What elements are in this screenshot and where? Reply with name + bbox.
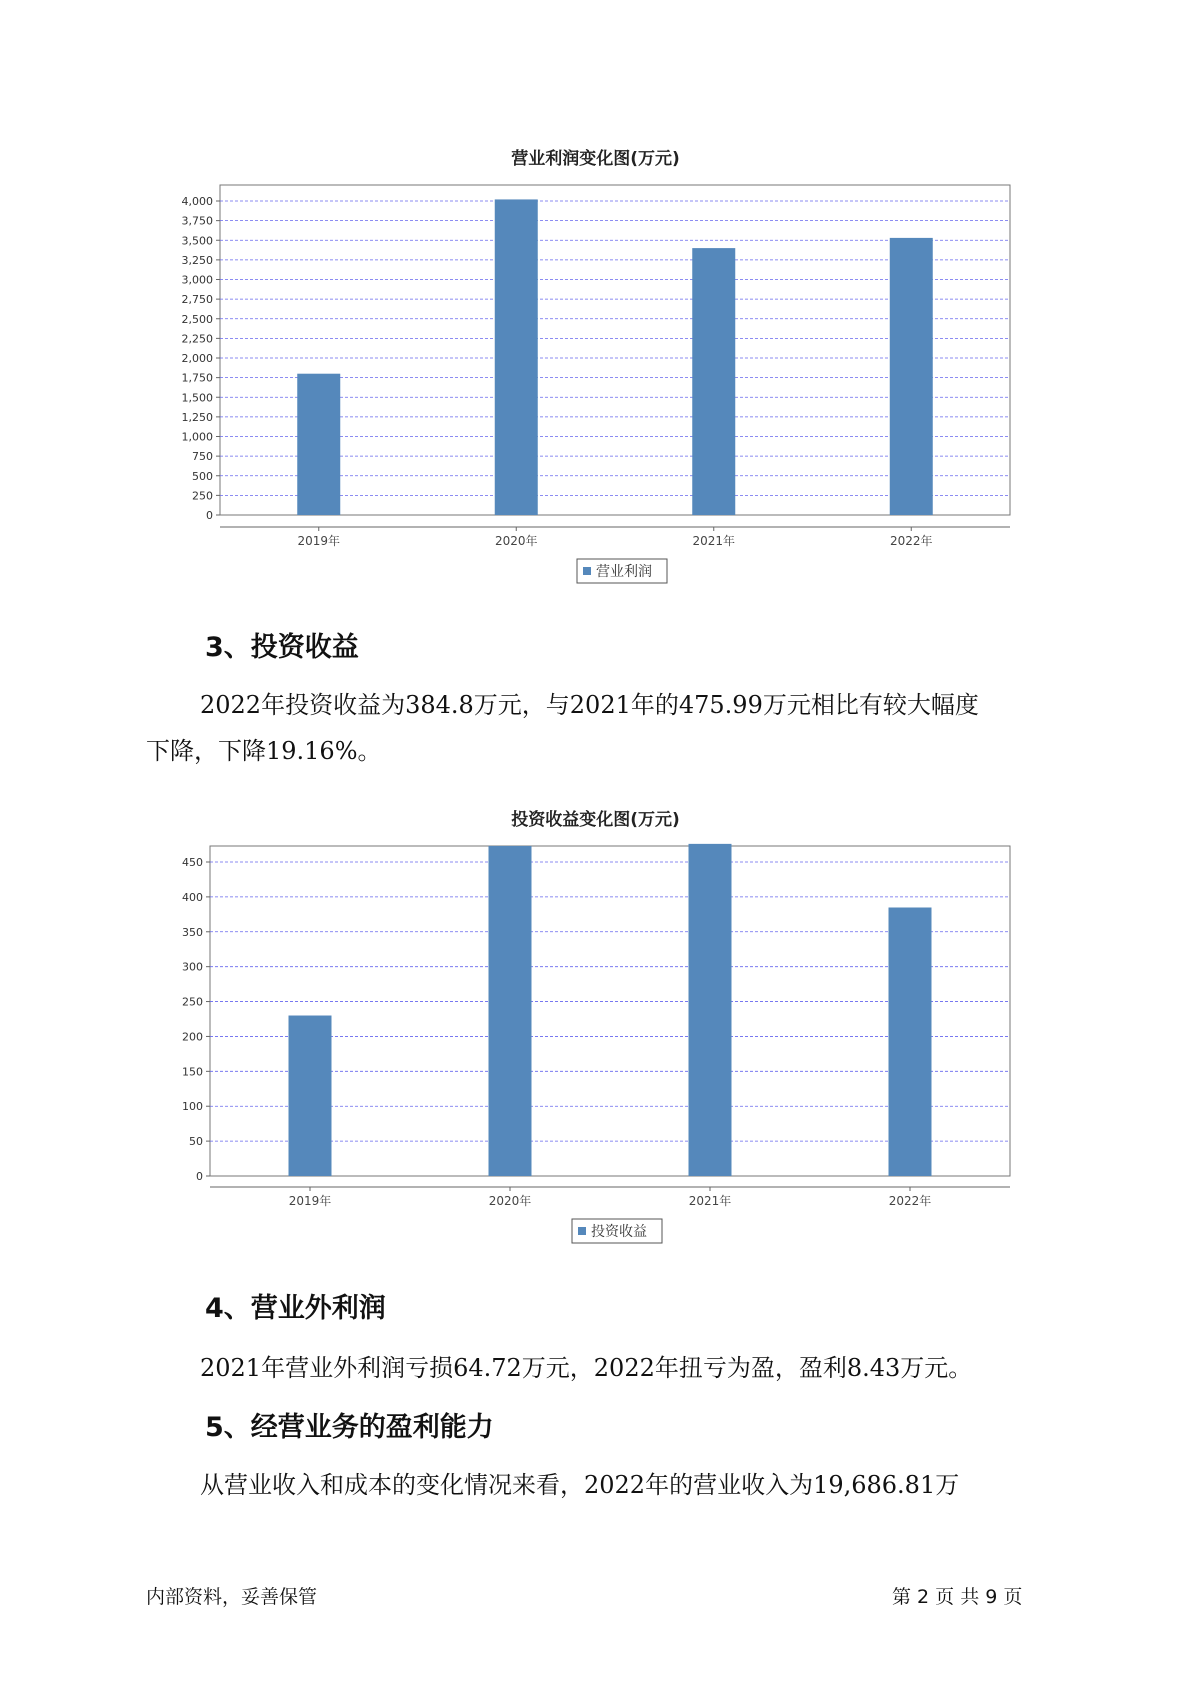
legend-label: 营业利润 [596, 564, 652, 580]
bar [692, 248, 735, 515]
chart1-title: 营业利润变化图(万元) [511, 149, 680, 169]
legend-swatch [578, 1227, 586, 1235]
bar [889, 907, 932, 1176]
y-tick-label: 4,000 [181, 195, 213, 208]
operating-profit-chart [0, 170, 1191, 590]
y-tick-label: 200 [182, 1030, 203, 1044]
chart2-title: 投资收益变化图(万元) [511, 810, 680, 830]
y-tick-label: 750 [192, 450, 213, 464]
y-tick-label: 3,000 [181, 273, 213, 287]
y-tick-label: 100 [182, 1100, 203, 1114]
y-tick-label: 50 [189, 1135, 203, 1149]
y-tick-label: 250 [192, 489, 213, 503]
y-tick-label: 2,500 [181, 312, 213, 326]
bar [289, 1016, 332, 1176]
y-tick-label: 250 [182, 995, 203, 1009]
investment-income-chart [0, 832, 1191, 1252]
y-tick-label: 150 [182, 1065, 203, 1079]
legend-swatch [583, 567, 591, 575]
section4-heading: 4、营业外利润 [205, 1293, 386, 1324]
y-tick-label: 0 [206, 509, 213, 522]
bar [495, 199, 538, 515]
y-tick-label: 1,000 [181, 430, 213, 444]
x-tick-label: 2019年 [288, 1194, 332, 1208]
y-tick-label: 3,750 [181, 214, 213, 228]
y-tick-label: 0 [196, 1170, 203, 1183]
footer-confidential-note: 内部资料，妥善保管 [146, 1586, 318, 1608]
y-tick-label: 3,250 [181, 253, 213, 267]
section5-paragraph: 从营业收入和成本的变化情况来看，2022年的营业收入为19,686.81万 [200, 1471, 960, 1499]
section3-paragraph-line2: 下降，下降19.16%。 [146, 737, 382, 765]
y-tick-label: 400 [182, 890, 203, 904]
bar [890, 238, 933, 515]
section5-heading: 5、经营业务的盈利能力 [205, 1412, 494, 1443]
y-tick-label: 450 [182, 856, 203, 869]
x-tick-label: 2022年 [889, 534, 933, 548]
x-tick-label: 2021年 [692, 534, 736, 548]
x-tick-label: 2021年 [688, 1194, 732, 1208]
y-tick-label: 2,250 [181, 332, 213, 346]
y-tick-label: 500 [192, 469, 213, 483]
x-tick-label: 2020年 [494, 534, 538, 548]
y-tick-label: 2,750 [181, 293, 213, 307]
bar [489, 846, 532, 1176]
y-tick-label: 1,250 [181, 410, 213, 424]
bar [297, 374, 340, 515]
section3-paragraph-line1: 2022年投资收益为384.8万元，与2021年的475.99万元相比有较大幅度 [200, 691, 979, 719]
footer-page-number: 第 2 页 共 9 页 [892, 1586, 1023, 1608]
section4-paragraph: 2021年营业外利润亏损64.72万元，2022年扭亏为盈，盈利8.43万元。 [200, 1354, 973, 1382]
x-tick-label: 2020年 [488, 1194, 532, 1208]
y-tick-label: 1,500 [181, 391, 213, 405]
y-tick-label: 1,750 [181, 371, 213, 385]
bar [689, 844, 732, 1176]
x-tick-label: 2019年 [297, 534, 341, 548]
y-tick-label: 3,500 [181, 234, 213, 248]
y-tick-label: 2,000 [181, 352, 213, 365]
x-tick-label: 2022年 [888, 1194, 932, 1208]
legend-label: 投资收益 [591, 1224, 647, 1240]
y-tick-label: 350 [182, 925, 203, 939]
section3-heading: 3、投资收益 [205, 632, 359, 663]
y-tick-label: 300 [182, 960, 203, 974]
